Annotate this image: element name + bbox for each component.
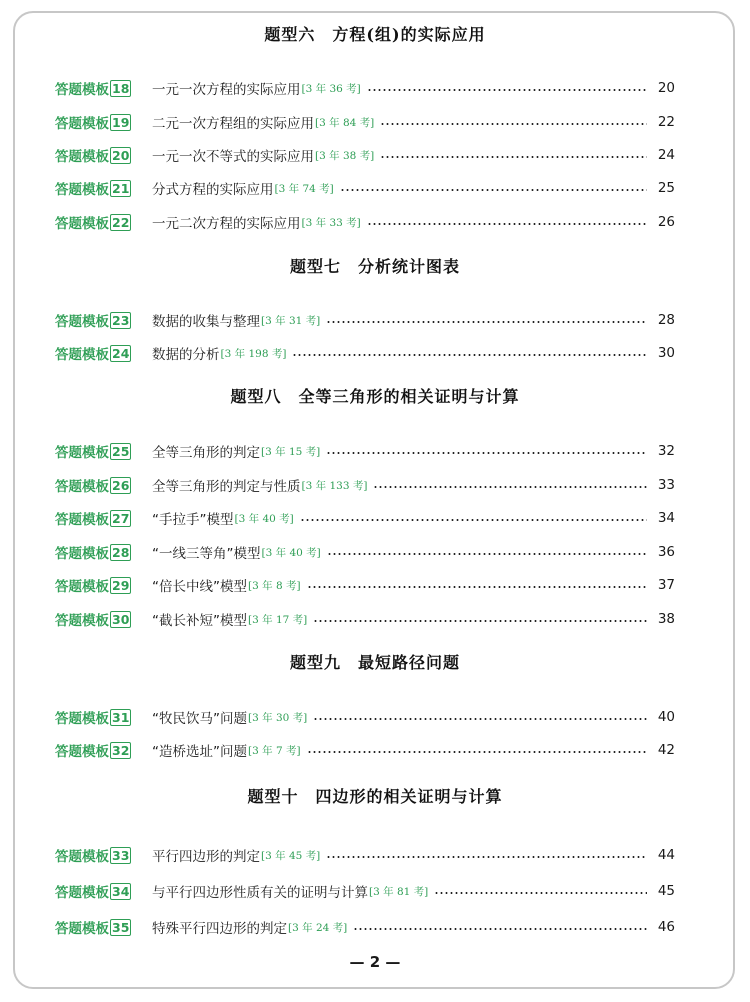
- entry-title: 平行四边形的判定: [152, 849, 260, 865]
- dot-leader: [292, 354, 647, 356]
- section-heading: [0, 256, 750, 278]
- exam-count-note: [3 年 30 考]: [248, 711, 308, 724]
- page-number: 20: [657, 80, 675, 96]
- dot-leader: [326, 321, 647, 323]
- toc-entry[interactable]: [55, 144, 675, 166]
- toc-entry[interactable]: [55, 541, 675, 563]
- entry-title: 特殊平行四边形的判定: [152, 921, 287, 937]
- section-heading: [0, 652, 750, 674]
- page-number: 42: [657, 742, 675, 758]
- exam-count-note: [3 年 31 考]: [261, 314, 321, 327]
- entry-title: 全等三角形的判定与性质: [152, 479, 301, 495]
- section-heading-text: 题型十 四边形的相关证明与计算: [231, 786, 518, 808]
- template-number: 25: [112, 443, 130, 459]
- entry-title: “一线三等角”模型: [152, 546, 261, 562]
- toc-entry[interactable]: [55, 739, 675, 761]
- entry-title: 二元一次方程组的实际应用: [152, 116, 314, 132]
- exam-count-note: [3 年 15 考]: [261, 445, 321, 458]
- dot-leader: [367, 89, 647, 91]
- template-number: 23: [112, 312, 130, 328]
- toc-entry[interactable]: [55, 507, 675, 529]
- dot-leader: [313, 620, 647, 622]
- entry-title: “截长补短”模型: [152, 613, 247, 629]
- toc-entry[interactable]: [55, 844, 675, 866]
- template-number: 34: [112, 883, 130, 899]
- template-number: 19: [112, 114, 130, 130]
- toc-entry[interactable]: [55, 608, 675, 630]
- template-label: 答题模板 29: [55, 577, 130, 595]
- page-number: 37: [657, 577, 675, 593]
- dot-leader: [326, 452, 647, 454]
- template-label: 答题模板 18: [55, 80, 130, 98]
- template-number: 28: [112, 544, 130, 560]
- exam-count-note: [3 年 198 考]: [220, 347, 287, 360]
- section-heading: [0, 24, 750, 46]
- page-number: 40: [657, 709, 675, 725]
- page-number: 38: [657, 611, 675, 627]
- entry-title: 数据的收集与整理: [152, 314, 260, 330]
- entry-title: 一元二次方程的实际应用: [152, 216, 301, 232]
- exam-count-note: [3 年 81 考]: [369, 885, 429, 898]
- page-number: 22: [657, 114, 675, 130]
- template-label: 答题模板 31: [55, 709, 130, 727]
- toc-entry[interactable]: [55, 77, 675, 99]
- template-label: 答题模板 34: [55, 883, 130, 901]
- page-number: 26: [657, 214, 675, 230]
- toc-entry[interactable]: [55, 574, 675, 596]
- toc-entry[interactable]: [55, 440, 675, 462]
- template-label: 答题模板 24: [55, 345, 130, 363]
- section-heading-text: 题型六 方程(组)的实际应用: [248, 24, 501, 46]
- template-number: 31: [112, 709, 130, 725]
- entry-title: “牧民饮马”问题: [152, 711, 247, 727]
- template-number: 33: [112, 847, 130, 863]
- toc-entry[interactable]: [55, 474, 675, 496]
- toc-entry[interactable]: [55, 880, 675, 902]
- page-number: 30: [657, 345, 675, 361]
- template-label: 答题模板 20: [55, 147, 130, 165]
- entry-title: “手拉手”模型: [152, 512, 234, 528]
- template-number: 29: [112, 577, 130, 593]
- template-label: 答题模板 23: [55, 312, 130, 330]
- template-label: 答题模板 26: [55, 477, 130, 495]
- section-heading-text: 题型八 全等三角形的相关证明与计算: [214, 386, 535, 408]
- exam-count-note: [3 年 7 考]: [248, 744, 301, 757]
- page-number: 34: [657, 510, 675, 526]
- toc-entry[interactable]: [55, 309, 675, 331]
- page-number: 44: [657, 847, 675, 863]
- section-heading-text: 题型九 最短路径问题: [274, 652, 476, 674]
- template-label: 答题模板 35: [55, 919, 130, 937]
- exam-count-note: [3 年 84 考]: [315, 116, 375, 129]
- template-label: 答题模板 32: [55, 742, 130, 760]
- template-label: 答题模板 21: [55, 180, 130, 198]
- dot-leader: [367, 223, 647, 225]
- exam-count-note: [3 年 40 考]: [234, 512, 294, 525]
- exam-count-note: [3 年 36 考]: [301, 82, 361, 95]
- exam-count-note: [3 年 38 考]: [315, 149, 375, 162]
- page-number: 32: [657, 443, 675, 459]
- dot-leader: [327, 553, 647, 555]
- page-number: 36: [657, 544, 675, 560]
- template-number: 32: [112, 742, 130, 758]
- entry-title: 分式方程的实际应用: [152, 182, 274, 198]
- template-label: 答题模板 19: [55, 114, 130, 132]
- template-number: 30: [112, 611, 130, 627]
- template-number: 35: [112, 919, 130, 935]
- template-label: 答题模板 30: [55, 611, 130, 629]
- dot-leader: [313, 718, 647, 720]
- page-number: 28: [657, 312, 675, 328]
- template-label: 答题模板 27: [55, 510, 130, 528]
- template-number: 24: [112, 345, 130, 361]
- template-number: 26: [112, 477, 130, 493]
- section-heading: [0, 386, 750, 408]
- entry-title: “造桥选址”问题: [152, 744, 247, 760]
- exam-count-note: [3 年 133 考]: [301, 479, 368, 492]
- page-footer: — 2 —: [349, 953, 401, 971]
- entry-title: “倍长中线”模型: [152, 579, 247, 595]
- entry-title: 一元一次方程的实际应用: [152, 82, 301, 98]
- dot-leader: [380, 156, 647, 158]
- page-number: 33: [657, 477, 675, 493]
- dot-leader: [373, 486, 647, 488]
- exam-count-note: [3 年 24 考]: [288, 921, 348, 934]
- page-number: 45: [657, 883, 675, 899]
- toc-entry[interactable]: [55, 211, 675, 233]
- toc-entry[interactable]: [55, 342, 675, 364]
- toc-entry[interactable]: [55, 111, 675, 133]
- exam-count-note: [3 年 45 考]: [261, 849, 321, 862]
- page-number: 24: [657, 147, 675, 163]
- page-number: 25: [657, 180, 675, 196]
- template-label: 答题模板 25: [55, 443, 130, 461]
- section-heading: [0, 786, 750, 808]
- toc-entry[interactable]: [55, 706, 675, 728]
- exam-count-note: [3 年 8 考]: [248, 579, 301, 592]
- template-number: 18: [112, 80, 130, 96]
- template-label: 答题模板 22: [55, 214, 130, 232]
- page-number: 46: [657, 919, 675, 935]
- dot-leader: [380, 123, 647, 125]
- template-number: 22: [112, 214, 130, 230]
- dot-leader: [300, 519, 647, 521]
- exam-count-note: [3 年 17 考]: [248, 613, 308, 626]
- template-number: 20: [112, 147, 130, 163]
- toc-entry[interactable]: [55, 177, 675, 199]
- dot-leader: [307, 586, 647, 588]
- dot-leader: [340, 189, 647, 191]
- template-label: 答题模板 33: [55, 847, 130, 865]
- section-heading-text: 题型七 分析统计图表: [274, 256, 476, 278]
- entry-title: 与平行四边形性质有关的证明与计算: [152, 885, 368, 901]
- template-number: 21: [112, 180, 130, 196]
- exam-count-note: [3 年 33 考]: [301, 216, 361, 229]
- dot-leader: [353, 928, 647, 930]
- dot-leader: [326, 856, 647, 858]
- dot-leader: [434, 892, 647, 894]
- dot-leader: [307, 751, 647, 753]
- template-label: 答题模板 28: [55, 544, 130, 562]
- template-number: 27: [112, 510, 130, 526]
- exam-count-note: [3 年 40 考]: [261, 546, 321, 559]
- toc-entry[interactable]: [55, 916, 675, 938]
- entry-title: 数据的分析: [152, 347, 220, 363]
- entry-title: 一元一次不等式的实际应用: [152, 149, 314, 165]
- exam-count-note: [3 年 74 考]: [274, 182, 334, 195]
- entry-title: 全等三角形的判定: [152, 445, 260, 461]
